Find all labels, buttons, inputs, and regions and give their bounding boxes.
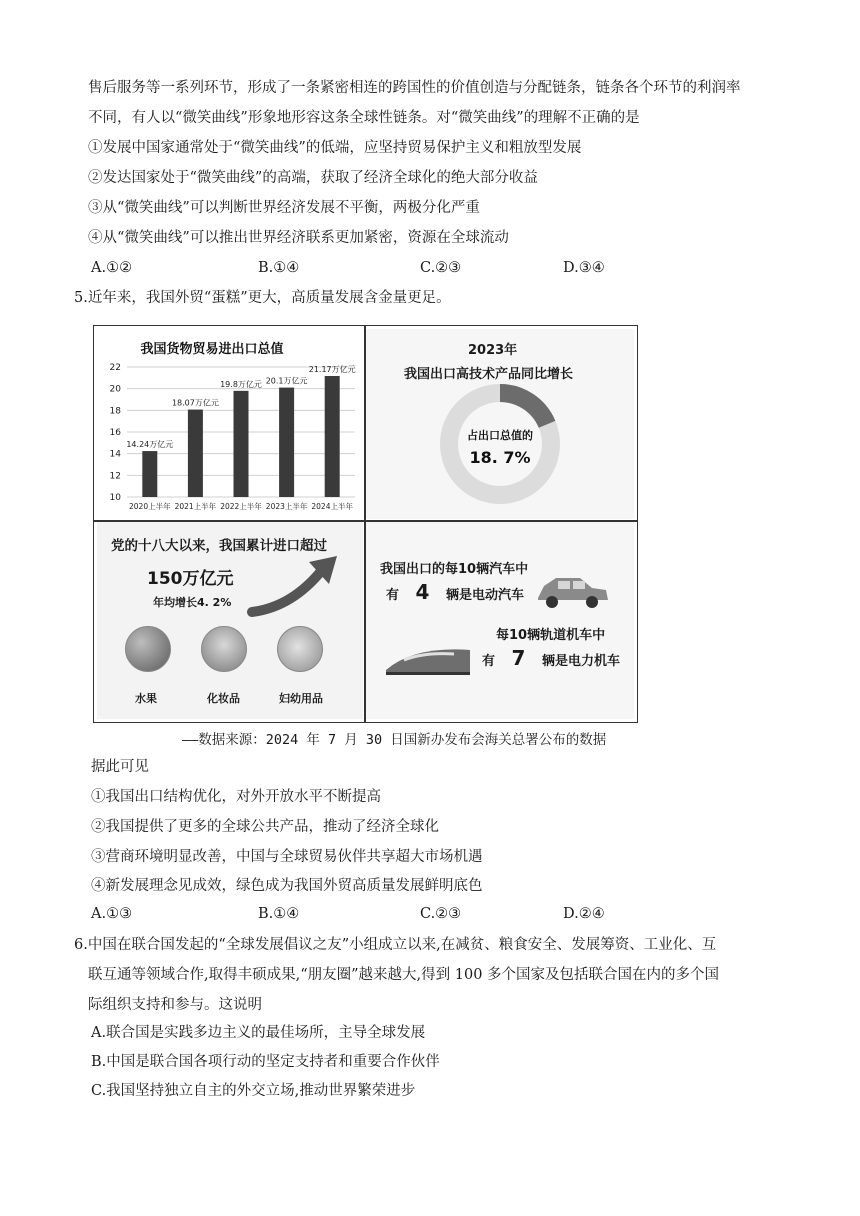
train-count-line (482, 646, 620, 670)
donut-center-label: 占出口总值的 (467, 429, 533, 442)
panel-divider-horizontal (94, 520, 637, 522)
q6-stem-line-3: 际组织支持和参与。这说明 (88, 997, 262, 1013)
vehicle-export-panel (366, 522, 634, 719)
bullet-train-icon (384, 640, 474, 680)
q4-statement-4: ④从“微笑曲线”可以推出世界经济联系更加紧密，资源在全球流动 (88, 230, 509, 246)
chart-bar (279, 388, 294, 497)
trade-infographic (93, 325, 638, 723)
car-pre: 有 (386, 588, 400, 603)
car-line: 我国出口的每10辆汽车中 (380, 562, 529, 577)
bar-data-label: 20.1万亿元 (265, 376, 308, 386)
donut-center-value: 18. 7% (469, 448, 531, 467)
car-count-line (386, 580, 524, 604)
q6-option-c: C.我国坚持独立自主的外交立场,推动世界繁荣进步 (91, 1083, 416, 1099)
y-tick-label: 16 (109, 428, 121, 438)
chart-title: 我国货物贸易进出口总值 (140, 342, 284, 357)
y-tick-label: 14 (109, 449, 121, 460)
bar-data-label: 19.8万亿元 (220, 379, 262, 389)
hightech-donut-chart (366, 329, 634, 519)
q5-option-b: B.①④ (258, 906, 300, 922)
q6-option-b: B.中国是联合国各项行动的坚定支持者和重要合作伙伴 (91, 1054, 440, 1070)
import-item-baby: 妇幼用品 (279, 692, 323, 705)
hightech-title: 我国出口高技术产品同比增长 (404, 367, 574, 382)
train-pre: 有 (482, 654, 496, 669)
x-tick-label: 2020上半年 (129, 502, 171, 511)
intro-line-1: 售后服务等一系列环节，形成了一条紧密相连的跨国性的价值创造与分配链条，链条各个环节的利润率 (88, 80, 741, 96)
q5-option-c: C.②③ (420, 906, 462, 922)
imports-growth: 年均增长4. 2% (153, 596, 232, 609)
baby-products-icon (277, 626, 323, 672)
growth-arrow-icon (247, 552, 347, 622)
y-tick-label: 22 (109, 363, 121, 373)
import-item-cosmetics: 化妆品 (207, 692, 240, 705)
car-number: 4 (415, 580, 430, 604)
q5-statement-3: ③营商环境明显改善，中国与全球贸易伙伴共享超大市场机遇 (91, 849, 483, 865)
bar-data-label: 14.24万亿元 (126, 440, 174, 450)
y-tick-label: 10 (109, 493, 121, 503)
train-line: 每10辆轨道机车中 (496, 628, 606, 643)
x-tick-label: 2023上半年 (265, 502, 308, 511)
data-source-note: ——数据来源：2024 年 7 月 30 日国新办发布会海关总署公布的数据 (182, 732, 607, 748)
import-item-fruit: 水果 (135, 692, 157, 705)
car-post: 辆是电动汽车 (446, 588, 525, 603)
donut-share-segment (500, 393, 547, 424)
trade-value-chart-panel (97, 329, 363, 519)
q4-option-b: B.①④ (258, 260, 300, 276)
q4-option-c: C.②③ (420, 260, 462, 276)
q5-option-d: D.②④ (563, 906, 605, 922)
imports-panel (97, 522, 363, 719)
q4-option-a: A.①② (91, 260, 133, 276)
bar-data-label: 21.17万亿元 (308, 364, 356, 374)
imports-amount: 150万亿元 (147, 569, 234, 589)
q5-lead: 据此可见 (91, 759, 149, 775)
bar-data-label: 18.07万亿元 (171, 398, 219, 408)
q6-option-a: A.联合国是实践多边主义的最佳场所，主导全球发展 (91, 1025, 426, 1041)
y-tick-label: 12 (109, 471, 121, 482)
hightech-year: 2023年 (468, 343, 518, 358)
q5-stem: 5.近年来，我国外贸“蛋糕”更大，高质量发展含金量更足。 (74, 290, 451, 306)
q5-statement-4: ④新发展理念见成效，绿色成为我国外贸高质量发展鲜明底色 (91, 878, 483, 894)
q4-statement-1: ①发展中国家通常处于“微笑曲线”的低端，应坚持贸易保护主义和粗放型发展 (88, 140, 582, 156)
cosmetics-icon (201, 626, 247, 672)
y-tick-label: 20 (109, 384, 121, 395)
chart-bar (234, 391, 249, 497)
q5-option-a: A.①③ (91, 906, 133, 922)
x-tick-label: 2024上半年 (311, 502, 353, 511)
x-tick-label: 2022上半年 (220, 502, 262, 511)
q4-statement-3: ③从“微笑曲线”可以判断世界经济发展不平衡，两极分化严重 (88, 200, 480, 216)
hightech-export-panel (366, 329, 634, 519)
trade-value-bar-chart (97, 329, 363, 519)
q4-statement-2: ②发达国家处于“微笑曲线”的高端，获取了经济全球化的绝大部分收益 (88, 170, 538, 186)
q6-stem-line-2: 联互通等领域合作,取得丰硕成果,“朋友圈”越来越大,得到 100 多个国家及包括联合国在内的多个国 (88, 967, 720, 983)
imports-title: 党的十八大以来，我国累计进口超过 (111, 538, 327, 554)
intro-line-2: 不同，有人以“微笑曲线”形象地形容这条全球性链条。对“微笑曲线”的理解不正确的是 (88, 110, 640, 126)
electric-car-icon (534, 568, 614, 614)
q6-stem-line-1: 6.中国在联合国发起的“全球发展倡议之友”小组成立以来,在减贫、粮食安全、发展筹资、工业化、互 (74, 937, 717, 953)
y-tick-label: 18 (109, 406, 121, 417)
chart-bar (142, 451, 157, 497)
chart-bar (188, 410, 203, 497)
chart-bar (325, 376, 340, 497)
fruit-icon (125, 626, 171, 672)
x-tick-label: 2021上半年 (174, 502, 217, 511)
train-post: 辆是电力机车 (542, 654, 621, 669)
train-number: 7 (511, 646, 526, 670)
q5-statement-2: ②我国提供了更多的全球公共产品，推动了经济全球化 (91, 819, 439, 835)
q4-option-d: D.③④ (563, 260, 605, 276)
q5-statement-1: ①我国出口结构优化，对外开放水平不断提高 (91, 789, 381, 805)
panel-divider-vertical (364, 326, 366, 722)
